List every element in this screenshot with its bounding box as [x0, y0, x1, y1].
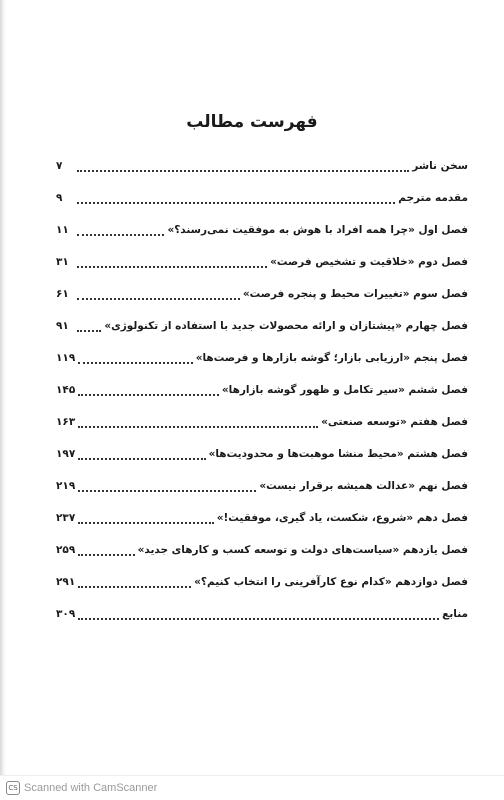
toc-entry-page: ۲۳۷ — [56, 512, 76, 524]
toc-entry[interactable] — [56, 382, 468, 414]
toc-entry[interactable] — [56, 446, 468, 478]
toc-entry-label: فصل ششم «سیر تکامل و ظهور گوشه بازارها» — [221, 384, 468, 396]
scanner-watermark — [0, 775, 504, 800]
page-title: فهرست مطالب — [186, 112, 318, 132]
toc-entry[interactable] — [56, 510, 468, 542]
toc-entry-label: فصل هشتم «محیط منشا موهبت‌ها و محدودیت‌ها» — [208, 448, 468, 460]
dot-leader — [78, 542, 134, 556]
dot-leader — [77, 286, 240, 300]
dot-leader — [77, 222, 164, 236]
toc-entry[interactable] — [56, 158, 468, 190]
dot-leader — [78, 350, 192, 364]
dot-leader — [78, 574, 191, 588]
toc-entry[interactable] — [56, 414, 468, 446]
toc-entry[interactable] — [56, 318, 468, 350]
toc-entry-label: فصل اول «چرا همه افراد با هوش به موفقیت نمی‌رسند؟» — [167, 224, 468, 236]
toc-entry-page: ۳۰۹ — [56, 608, 76, 620]
dot-leader — [78, 478, 256, 492]
toc-entry-label: مقدمه مترجم — [398, 192, 468, 204]
toc-entry-page: ۱۱ — [56, 224, 69, 236]
dot-leader — [77, 318, 101, 332]
watermark-text: Scanned with CamScanner — [24, 782, 158, 794]
dot-leader — [77, 254, 267, 268]
toc-entry-label: فصل پنجم «ارزیابی بازار؛ گوشه بازارها و فرصت‌ها» — [195, 352, 468, 364]
dot-leader — [78, 510, 213, 524]
dot-leader — [77, 190, 395, 204]
toc-entry-page: ۱۱۹ — [56, 352, 76, 364]
toc-entry-label: فصل چهارم «پیشتازان و ارائه محصولات جدید با استفاده از تکنولوژی» — [104, 320, 468, 332]
toc-entry-label: سخن ناشر — [412, 160, 468, 172]
toc-entry[interactable] — [56, 478, 468, 510]
dot-leader — [77, 158, 409, 172]
toc-entry-page: ۹۱ — [56, 320, 69, 332]
toc-entry-page: ۲۹۱ — [56, 576, 76, 588]
toc-entry[interactable] — [56, 350, 468, 382]
toc-entry-label: فصل هفتم «توسعه صنعتی» — [321, 416, 468, 428]
toc-entry-page: ۶۱ — [56, 288, 69, 300]
toc-entry-page: ۱۹۷ — [56, 448, 76, 460]
toc-entry-label: فصل سوم «تغییرات محیط و پنجره فرصت» — [242, 288, 468, 300]
toc-entry-page: ۹ — [56, 192, 63, 204]
toc-entry-page: ۷ — [56, 160, 63, 172]
toc-entry-label: منابع — [442, 608, 468, 620]
toc-entry-label: فصل دوم «خلاقیت و تشخیص فرصت» — [270, 256, 468, 268]
toc-entry-label: فصل یازدهم «سیاست‌های دولت و توسعه کسب و کارهای جدید» — [137, 544, 468, 556]
toc-entry[interactable] — [56, 574, 468, 606]
toc-entry[interactable] — [56, 254, 468, 286]
dot-leader — [78, 446, 205, 460]
toc-entry-label: فصل نهم «عدالت همیشه برقرار نیست» — [259, 480, 468, 492]
toc-entry-page: ۲۱۹ — [56, 480, 76, 492]
dot-leader — [78, 382, 219, 396]
toc-entry-page: ۳۱ — [56, 256, 69, 268]
table-of-contents — [56, 158, 468, 638]
toc-entry-label: فصل دهم «شروع، شکست، یاد گیری، موفقیت!» — [216, 512, 468, 524]
toc-entry-page: ۲۵۹ — [56, 544, 76, 556]
dot-leader — [78, 606, 439, 620]
toc-entry-page: ۱۶۳ — [56, 416, 76, 428]
toc-entry[interactable] — [56, 286, 468, 318]
toc-entry[interactable] — [56, 542, 468, 574]
toc-entry[interactable] — [56, 222, 468, 254]
toc-entry[interactable] — [56, 190, 468, 222]
toc-entry[interactable] — [56, 606, 468, 638]
toc-entry-label: فصل دوازدهم «کدام نوع کارآفرینی را انتخاب کنیم؟» — [194, 576, 468, 588]
toc-entry-page: ۱۴۵ — [56, 384, 76, 396]
camscanner-logo-icon: CS — [6, 781, 20, 795]
dot-leader — [78, 414, 318, 428]
